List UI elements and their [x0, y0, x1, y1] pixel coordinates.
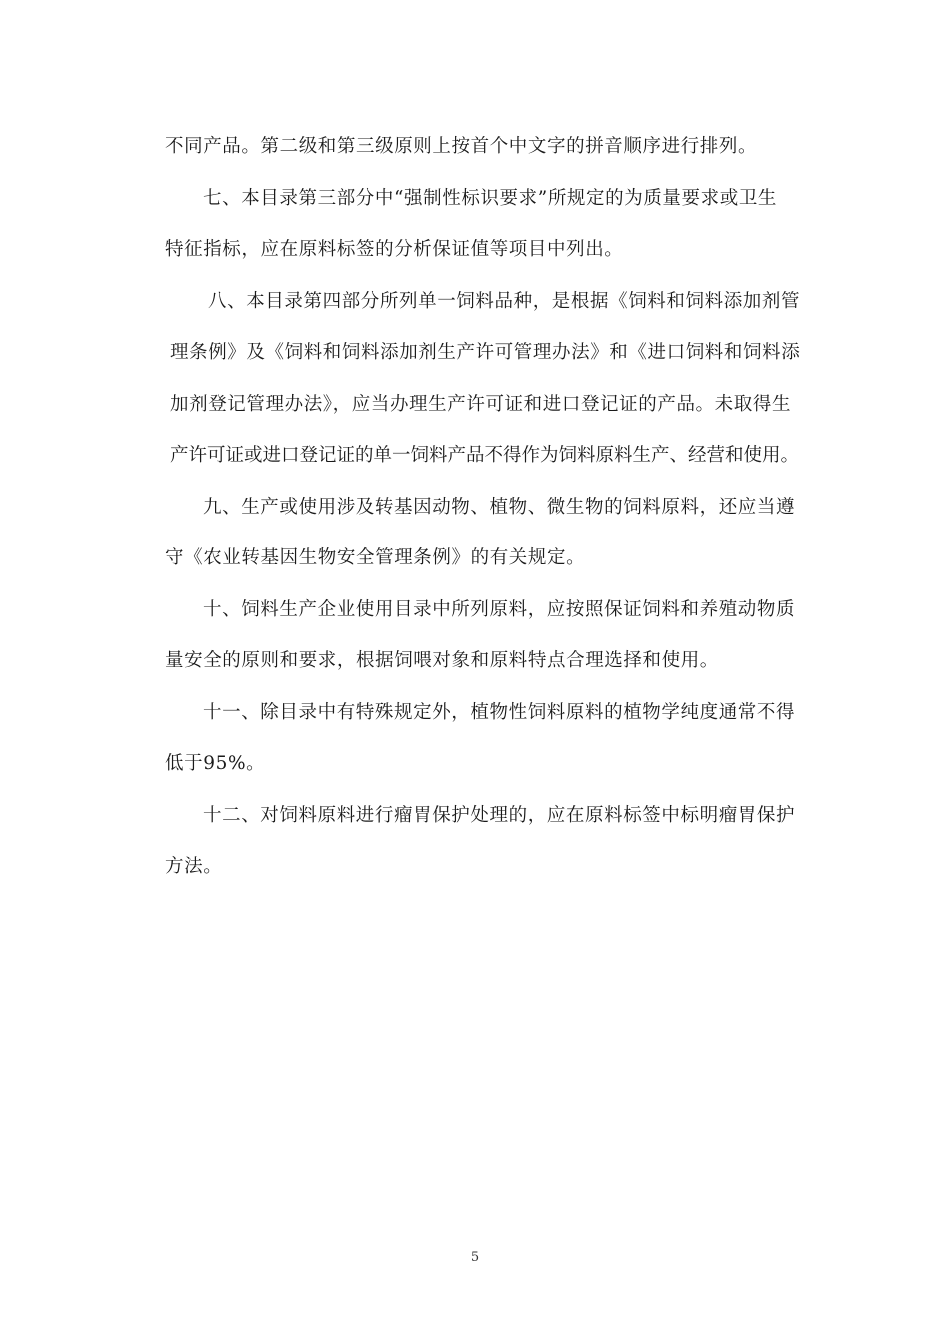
text-line: 九、生产或使用涉及转基因动物、植物、微生物的饲料原料，还应当遵	[203, 497, 796, 518]
text-line: 方法。	[165, 856, 223, 877]
text-line: 低于95%。	[165, 753, 266, 774]
text-line: 特征指标，应在原料标签的分析保证值等项目中列出。	[165, 239, 624, 260]
text-line: 八、本目录第四部分所列单一饲料品种，是根据《饲料和饲料添加剂管	[208, 291, 801, 312]
text-line: 十、饲料生产企业使用目录中所列原料，应按照保证饲料和养殖动物质	[203, 599, 796, 620]
text-line: 加剂登记管理办法》，应当办理生产许可证和进口登记证的产品。未取得生	[170, 394, 792, 415]
text-line: 十一、除目录中有特殊规定外，植物性饲料原料的植物学纯度通常不得	[203, 702, 796, 723]
text-line: 量安全的原则和要求，根据饲喂对象和原料特点合理选择和使用。	[165, 650, 719, 671]
text-line: 产许可证或进口登记证的单一饲料产品不得作为饲料原料生产、经营和使用。	[170, 445, 800, 466]
page-number: 5	[470, 1250, 480, 1265]
text-line: 七、本目录第三部分中“强制性标识要求”所规定的为质量要求或卫生	[203, 188, 778, 209]
text-line: 不同产品。第二级和第三级原则上按首个中文字的拼音顺序进行排列。	[165, 136, 758, 157]
text-line: 十二、对饲料原料进行瘤胃保护处理的，应在原料标签中标明瘤胃保护	[203, 805, 796, 826]
text-line: 理条例》及《饲料和饲料添加剂生产许可管理办法》和《进口饲料和饲料添	[170, 342, 801, 363]
text-line: 守《农业转基因生物安全管理条例》的有关规定。	[165, 547, 586, 568]
